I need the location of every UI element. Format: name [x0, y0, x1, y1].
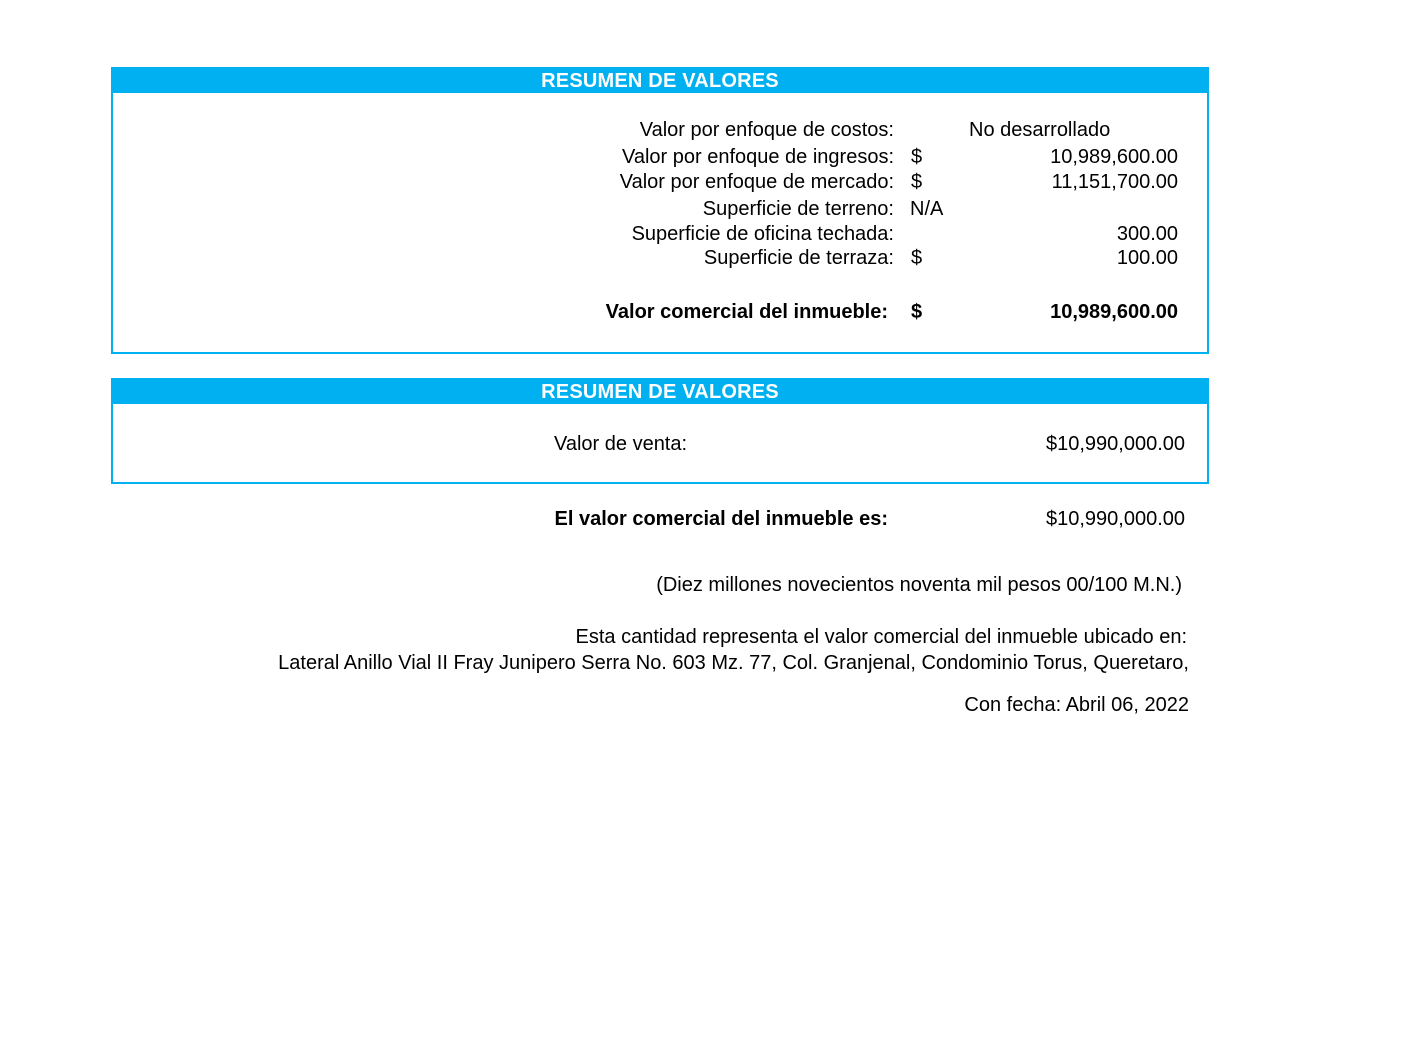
conclusion-label: El valor comercial del inmueble es: — [554, 508, 888, 530]
row-value-costos: No desarrollado — [969, 119, 1111, 141]
total-label: Valor comercial del inmueble: — [605, 301, 888, 323]
row-label-mercado: Valor por enfoque de mercado: — [619, 171, 894, 193]
row-value-ingresos: 10,989,600.00 — [1050, 146, 1178, 168]
row-label-ingresos: Valor por enfoque de ingresos: — [621, 146, 894, 168]
total-value: 10,989,600.00 — [1050, 301, 1178, 323]
row-currency-terraza: $ — [911, 247, 923, 269]
row-currency-mercado: $ — [911, 171, 923, 193]
row-label-oficina: Superficie de oficina techada: — [631, 223, 894, 245]
sale-value-header: RESUMEN DE VALORES — [113, 380, 1207, 404]
amount-in-words: (Diez millones novecientos noventa mil pesos 00/100 M.N.) — [656, 574, 1182, 596]
summary-values-header: RESUMEN DE VALORES — [113, 69, 1207, 93]
location-statement: Esta cantidad representa el valor comercial del inmueble ubicado en: — [575, 626, 1187, 648]
row-currency-ingresos: $ — [911, 146, 923, 168]
row-label-terreno: Superficie de terreno: — [702, 198, 894, 220]
conclusion-value: $10,990,000.00 — [1045, 508, 1185, 530]
total-currency: $ — [911, 301, 923, 323]
sale-value-panel — [111, 378, 1209, 484]
sale-value-amount: $10,990,000.00 — [1045, 433, 1185, 455]
row-label-costos: Valor por enfoque de costos: — [639, 119, 894, 141]
row-currency-terreno: N/A — [910, 198, 944, 220]
row-value-terraza: 100.00 — [1116, 247, 1178, 269]
row-value-mercado: 11,151,700.00 — [1051, 171, 1178, 193]
row-label-terraza: Superficie de terraza: — [703, 247, 894, 269]
sale-value-label: Valor de venta: — [554, 433, 688, 455]
row-value-oficina: 300.00 — [1116, 223, 1178, 245]
property-address: Lateral Anillo Vial II Fray Junipero Serra No. 603 Mz. 77, Col. Granjenal, Condominio Torus, Queretaro, — [278, 652, 1189, 674]
valuation-date: Con fecha: Abril 06, 2022 — [964, 694, 1189, 716]
